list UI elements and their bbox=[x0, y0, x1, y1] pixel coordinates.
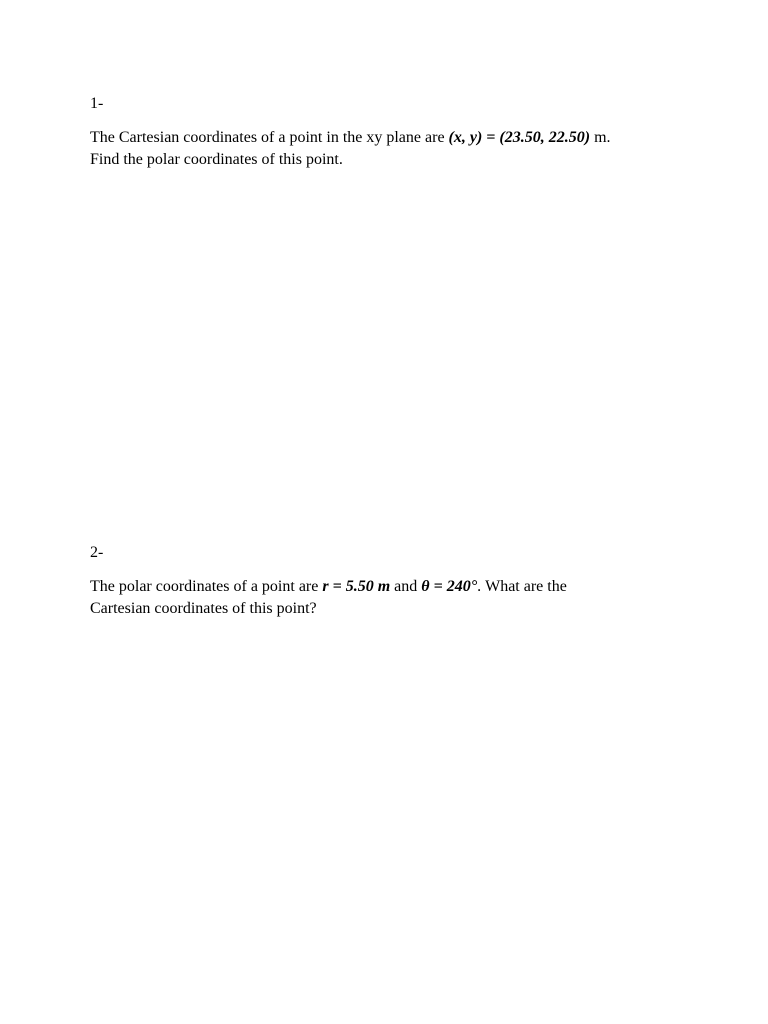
problem-text bbox=[90, 127, 690, 171]
problem-text-line: Cartesian coordinates of this point? bbox=[90, 600, 317, 617]
problem-number: 2- bbox=[90, 544, 104, 561]
problem-text-segment: The polar coordinates of a point are bbox=[90, 578, 323, 595]
problem-number: 1- bbox=[90, 95, 104, 112]
problem-1 bbox=[90, 93, 690, 171]
problem-text-segment: The Cartesian coordinates of a point in the xy plane are bbox=[90, 129, 449, 146]
problem-text-segment: m. bbox=[590, 129, 611, 146]
problem-radius: r = 5.50 m bbox=[322, 578, 391, 595]
problem-text-segment: and bbox=[390, 578, 422, 595]
problem-text bbox=[90, 576, 690, 620]
problem-coordinates: (x, y) = (23.50, 22.50) bbox=[448, 129, 591, 146]
problem-text-line: Find the polar coordinates of this point. bbox=[90, 151, 343, 168]
problem-text-segment: . What are the bbox=[477, 578, 567, 595]
problem-angle: θ = 240° bbox=[421, 578, 478, 595]
problem-2 bbox=[90, 542, 690, 620]
